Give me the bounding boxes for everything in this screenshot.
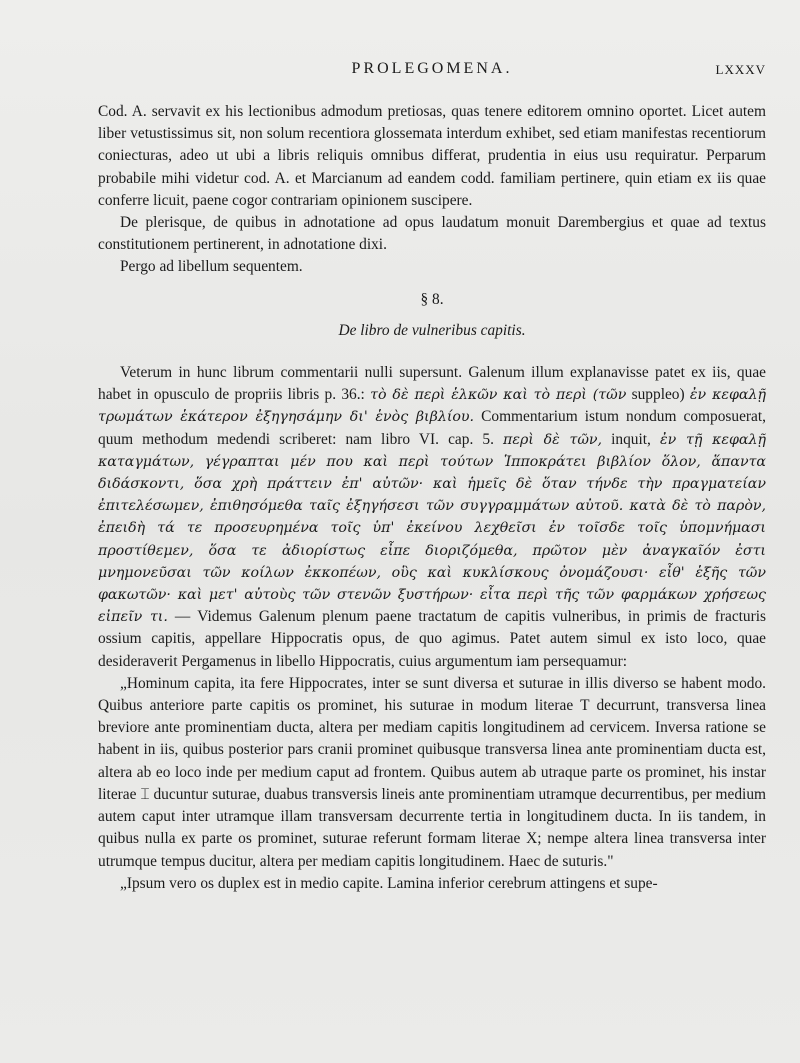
text-run: Commentarium istum nondum composuerat, quum methodum medendi scriberet: nam libro VI. cap. 5. — [98, 408, 766, 448]
running-title: PROLEGOMENA. — [351, 60, 513, 77]
text-run: inquit, — [602, 430, 660, 448]
greek-quote: τὸ δὲ περὶ ἑλκῶν καὶ τὸ περὶ (τῶν — [370, 387, 627, 404]
body-text — [98, 101, 766, 895]
section-title: De libro de vulneribus capitis. — [338, 321, 526, 339]
paragraph-codex: Cod. A. servavit ex his lectionibus admodum pretiosas, quas tenere editorem omnino oportet. Licet autem liber vetustissimus sit, non solum recentiora glossemata interdum exhibet, sed etiam manifestas recentiorum coniecturas, adeo ut ubi a libris reliquis omnibus differat, prudentia in eius usu requiratur. Perparum probabile mihi videtur cod. A. et Marcianum ad eandem codd. familiam pertinere, quin etiam ex iis quae conferre licuit, paene cogor contrariam opinionem suscipere. — [98, 103, 766, 209]
text-run: suppleo) — [626, 386, 690, 404]
paragraph-pergo: Pergo ad libellum sequentem. — [120, 258, 303, 276]
page-number: LXXXV — [715, 62, 766, 77]
running-header — [98, 60, 766, 84]
text-run: — Videmus Galenum plenum paene tractatum de capitis vulneribus, in primis de fracturis ossium capitis, appellare Hippocratis opus, de quo agimus. Patet autem simul ex isto loco, quae desideraverit Pergamenus in libello Hippocratis, cuius argumentum iam persequamur: — [98, 608, 767, 670]
greek-quote: ἐν τῇ κεφαλῇ καταγμάτων, γέγραπται μέν που καὶ περὶ τούτων Ἱπποκράτει βιβλίον ὅλον, ἅπαντα διδάσκοντι, ὅσα χρὴ πράττειν ἐπ' αὐτῶν· καὶ ἡμεῖς δὲ ὅταν τήνδε τὴν πραγματείαν ἐπιτελέσωμεν, ἐπιθησόμεθα ταῖς ἐξηγήσεσι τῶν συγγραμμάτων αὐτοῦ. κατὰ δὲ τὸ παρὸν, ἐπειδὴ τά τε προσευρημένα τοῖς ὑπ' ἐκείνου λεχθεῖσι ἐν τοῖσδε τοῖς ὑπομνήμασι προστίθεμεν, ὅσα τε ἀδιορίστως εἶπε διοριζόμεθα, πρῶτον μὲν ἀναγκαῖόν ἐστι μνημονεῦσαι τῶν κοίλων ἐκκοπέων, οὓς καὶ κυκλίσκους ὀνομάζουσι· εἶθ' ἑξῆς τῶν φακωτῶν· καὶ μετ' αὐτοὺς τῶν στενῶν ξυστήρων· εἶτα περὶ τῆς τῶν φαρμάκων χρήσεως εἰπεῖν τι. — [98, 431, 766, 626]
greek-quote: περὶ δὲ τῶν, — [503, 431, 603, 448]
paragraph-veterum — [98, 362, 766, 673]
paragraph-hominum: „Hominum capita, ita fere Hippocrates, inter se sunt diversa et suturae in illis diverso se habent modo. Quibus anteriore parte capitis os prominet, his suturae in modum literae T decurrunt, transversa linea breviore ante prominentiam ducta, altera per mediam capitis longitudinem ad cervicem. Inversa ratione se habent in iis, quibus posterior pars cranii prominet quibusque transversa linea ante prominentiam ducta est, altera ab eo loco inde per medium caput ad frontem. Quibus autem ab utraque parte os prominet, his instar literae ⌶ ducuntur suturae, duabus transversis lineis ante prominentiam utramque decurrentibus, per medium autem caput inter utramque illam transversam decurrente tertia in longitudinem ducta. In iis tandem, in quibus nulla ex parte os prominet, suturae referunt formam literae X; nempe altera linea transversa inter utrumque tempus ducitur, altera per mediam capitis longitudinem. Haec de suturis." — [98, 674, 766, 870]
text-run: Veterum in hunc librum commentarii nulli supersunt. Galenum illum explanavisse patet ex iis, quae habet in opusculo de propriis libris p. 36.: — [98, 364, 766, 404]
paragraph-daremberg: De plerisque, de quibus in adnotatione ad opus laudatum monuit Darembergius et quae ad textus constitutionem pertinerent, in adnotatione dixi. — [98, 214, 766, 254]
paragraph-ipsum: „Ipsum vero os duplex est in medio capite. Lamina inferior cerebrum attingens et supe- — [120, 874, 658, 892]
greek-quote: ἐν κεφαλῇ τρωμάτων ἑκάτερον ἐξηγησάμην δι' ἑνὸς βιβλίου. — [98, 387, 766, 426]
section-number: § 8. — [420, 290, 444, 308]
